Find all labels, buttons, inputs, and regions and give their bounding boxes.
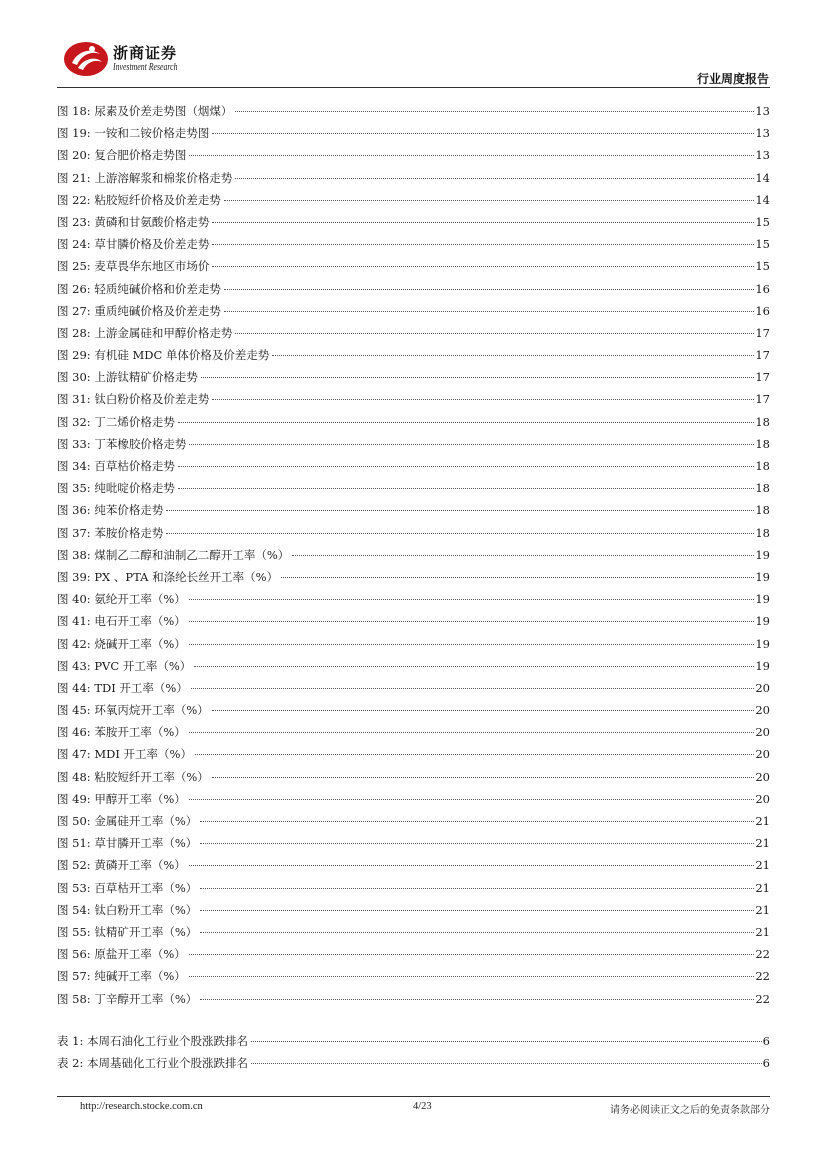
toc-entry-page: 13 bbox=[755, 126, 770, 141]
toc-entry-label: 图 24: 草甘膦价格及价差走势 bbox=[57, 237, 210, 252]
toc-table-entry[interactable] bbox=[57, 1052, 770, 1074]
toc-entry-label: 图 53: 百草枯开工率（%） bbox=[57, 880, 198, 895]
toc-entry-page: 20 bbox=[755, 747, 770, 762]
toc-entry-page: 14 bbox=[755, 192, 770, 207]
toc-entry-label: 图 19: 一铵和二铵价格走势图 bbox=[57, 126, 210, 141]
toc-dot-leader bbox=[212, 710, 755, 711]
toc-dot-leader bbox=[212, 222, 754, 223]
toc-entry-label: 图 38: 煤制乙二醇和油制乙二醇开工率（%） bbox=[57, 547, 290, 562]
brand-name-cn: 浙商证券 bbox=[113, 44, 178, 62]
toc-entry-page: 15 bbox=[755, 259, 770, 274]
toc-entry-label: 表 1: 本周石油化工行业个股涨跌排名 bbox=[57, 1033, 249, 1048]
toc-figure-entry[interactable] bbox=[57, 211, 770, 233]
toc-entry-page: 18 bbox=[755, 525, 770, 540]
toc-entry-label: 图 45: 环氧丙烷开工率（%） bbox=[57, 703, 209, 718]
header-divider bbox=[57, 87, 770, 88]
toc-figure-entry[interactable] bbox=[57, 633, 770, 655]
toc-entry-label: 图 37: 苯胺价格走势 bbox=[57, 525, 164, 540]
toc-entry-page: 18 bbox=[755, 436, 770, 451]
toc-entry-label: 图 22: 粘胶短纤价格及价差走势 bbox=[57, 192, 221, 207]
toc-entry-label: 图 49: 甲醇开工率（%） bbox=[57, 791, 186, 806]
toc-figure-entry[interactable] bbox=[57, 344, 770, 366]
toc-dot-leader bbox=[189, 444, 754, 445]
toc-dot-leader bbox=[189, 732, 755, 733]
toc-figure-entry[interactable] bbox=[57, 233, 770, 255]
toc-figure-entry[interactable] bbox=[57, 100, 770, 122]
toc-figure-entry[interactable] bbox=[57, 144, 770, 166]
toc-entry-label: 图 21: 上游溶解浆和棉浆价格走势 bbox=[57, 170, 233, 185]
toc-entry-label: 图 30: 上游钛精矿价格走势 bbox=[57, 370, 198, 385]
toc-entry-label: 图 48: 粘胶短纤开工率（%） bbox=[57, 769, 209, 784]
toc-entry-page: 19 bbox=[755, 592, 770, 607]
toc-entry-label: 表 2: 本周基础化工行业个股涨跌排名 bbox=[57, 1055, 249, 1070]
toc-figure-entry[interactable] bbox=[57, 877, 770, 899]
toc-dot-leader bbox=[201, 377, 755, 378]
toc-entry-label: 图 41: 电石开工率（%） bbox=[57, 614, 186, 629]
toc-dot-leader bbox=[200, 821, 754, 822]
toc-dot-leader bbox=[189, 644, 755, 645]
page-header bbox=[0, 0, 827, 90]
toc-entry-page: 20 bbox=[755, 769, 770, 784]
toc-dot-leader bbox=[178, 422, 755, 423]
toc-figure-entry[interactable] bbox=[57, 122, 770, 144]
toc-dot-leader bbox=[272, 355, 754, 356]
toc-figure-entry[interactable] bbox=[57, 388, 770, 410]
toc-dot-leader bbox=[292, 555, 754, 556]
toc-figure-entry[interactable] bbox=[57, 743, 770, 765]
toc-dot-leader bbox=[251, 1041, 762, 1042]
toc-entry-page: 20 bbox=[755, 725, 770, 740]
toc-figure-entry[interactable] bbox=[57, 433, 770, 455]
table-of-contents bbox=[57, 100, 770, 1074]
toc-entry-label: 图 29: 有机硅 MDC 单体价格及价差走势 bbox=[57, 348, 270, 363]
toc-entry-page: 19 bbox=[755, 569, 770, 584]
toc-entry-page: 22 bbox=[755, 947, 770, 962]
toc-entry-page: 15 bbox=[755, 237, 770, 252]
toc-entry-label: 图 57: 纯碱开工率（%） bbox=[57, 969, 186, 984]
toc-figure-entry[interactable] bbox=[57, 167, 770, 189]
toc-figure-entry[interactable] bbox=[57, 721, 770, 743]
toc-dot-leader bbox=[178, 466, 755, 467]
toc-dot-leader bbox=[189, 976, 755, 977]
toc-entry-page: 16 bbox=[755, 303, 770, 318]
toc-entry-page: 18 bbox=[755, 481, 770, 496]
footer-divider bbox=[57, 1096, 770, 1097]
toc-figure-entry[interactable] bbox=[57, 810, 770, 832]
toc-entry-label: 图 39: PX 、PTA 和涤纶长丝开工率（%） bbox=[57, 569, 279, 584]
toc-entry-label: 图 50: 金属硅开工率（%） bbox=[57, 814, 198, 828]
toc-entry-label: 图 36: 纯苯价格走势 bbox=[57, 503, 164, 518]
toc-dot-leader bbox=[194, 666, 754, 667]
toc-figure-entry[interactable] bbox=[57, 322, 770, 344]
toc-entry-page: 19 bbox=[755, 636, 770, 651]
toc-figure-entry[interactable] bbox=[57, 278, 770, 300]
toc-section-gap bbox=[57, 1010, 770, 1030]
toc-figure-entry[interactable] bbox=[57, 499, 770, 521]
toc-dot-leader bbox=[200, 999, 754, 1000]
toc-entry-page: 21 bbox=[755, 924, 770, 939]
toc-entry-page: 19 bbox=[755, 547, 770, 562]
toc-dot-leader bbox=[191, 688, 755, 689]
toc-entry-label: 图 23: 黄磷和甘氨酸价格走势 bbox=[57, 214, 210, 229]
toc-entry-page: 22 bbox=[755, 969, 770, 984]
toc-entry-page: 17 bbox=[755, 392, 770, 407]
zheshang-logo-icon bbox=[62, 38, 112, 78]
toc-dot-leader bbox=[212, 399, 754, 400]
footer-url-link[interactable]: http://research.stocke.com.cn bbox=[80, 1101, 203, 1112]
toc-entry-page: 15 bbox=[755, 214, 770, 229]
toc-dot-leader bbox=[224, 289, 755, 290]
toc-entry-page: 19 bbox=[755, 614, 770, 629]
toc-entry-label: 图 31: 钛白粉价格及价差走势 bbox=[57, 392, 210, 407]
brand-name-en: Investment Research bbox=[113, 62, 178, 73]
toc-figure-entry[interactable] bbox=[57, 699, 770, 721]
toc-entry-label: 图 26: 轻质纯碱价格和价差走势 bbox=[57, 281, 221, 296]
toc-figure-entry[interactable] bbox=[57, 766, 770, 788]
toc-figure-entry[interactable] bbox=[57, 300, 770, 322]
toc-figure-entry[interactable] bbox=[57, 544, 770, 566]
toc-entry-label: 图 32: 丁二烯价格走势 bbox=[57, 414, 175, 429]
toc-dot-leader bbox=[189, 865, 755, 866]
toc-dot-leader bbox=[212, 777, 755, 778]
toc-entry-page: 6 bbox=[762, 1055, 770, 1070]
toc-entry-page: 21 bbox=[755, 814, 770, 828]
toc-entry-label: 图 44: TDI 开工率（%） bbox=[57, 680, 188, 695]
toc-dot-leader bbox=[200, 843, 754, 844]
toc-dot-leader bbox=[166, 510, 754, 511]
toc-entry-label: 图 28: 上游金属硅和甲醇价格走势 bbox=[57, 325, 233, 340]
toc-entry-label: 图 47: MDI 开工率（%） bbox=[57, 747, 192, 762]
toc-entry-page: 19 bbox=[755, 658, 770, 673]
toc-entry-label: 图 20: 复合肥价格走势图 bbox=[57, 148, 187, 163]
toc-figure-entry[interactable] bbox=[57, 455, 770, 477]
toc-figure-entry[interactable] bbox=[57, 411, 770, 433]
toc-figure-entry[interactable] bbox=[57, 255, 770, 277]
toc-entry-label: 图 40: 氨纶开工率（%） bbox=[57, 592, 186, 607]
toc-entry-page: 17 bbox=[755, 370, 770, 385]
toc-dot-leader bbox=[200, 932, 754, 933]
toc-entry-page: 13 bbox=[755, 104, 770, 118]
toc-figure-entry[interactable] bbox=[57, 788, 770, 810]
toc-entry-label: 图 46: 苯胺开工率（%） bbox=[57, 725, 186, 740]
toc-dot-leader bbox=[166, 533, 754, 534]
footer-disclaimer-notice: 请务必阅读正文之后的免责条款部分 bbox=[610, 1105, 770, 1116]
toc-dot-leader bbox=[200, 888, 754, 889]
toc-entry-label: 图 43: PVC 开工率（%） bbox=[57, 658, 192, 673]
toc-entry-label: 图 56: 原盐开工率（%） bbox=[57, 947, 186, 962]
toc-entry-page: 17 bbox=[755, 325, 770, 340]
toc-entry-label: 图 25: 麦草畏华东地区市场价 bbox=[57, 259, 210, 274]
toc-entry-page: 6 bbox=[762, 1033, 770, 1048]
toc-dot-leader bbox=[212, 244, 754, 245]
toc-dot-leader bbox=[195, 754, 754, 755]
toc-figure-entry[interactable] bbox=[57, 899, 770, 921]
toc-dot-leader bbox=[224, 200, 755, 201]
toc-table-entry[interactable] bbox=[57, 1030, 770, 1052]
toc-entry-page: 20 bbox=[755, 703, 770, 718]
toc-figure-entry[interactable] bbox=[57, 477, 770, 499]
toc-entry-page: 22 bbox=[755, 991, 770, 1006]
toc-figure-entry[interactable] bbox=[57, 677, 770, 699]
toc-dot-leader bbox=[189, 599, 755, 600]
report-type-label: 行业周度报告 bbox=[696, 72, 769, 86]
footer-page-number: 4/23 bbox=[413, 1101, 432, 1112]
toc-dot-leader bbox=[189, 954, 755, 955]
toc-entry-label: 图 34: 百草枯价格走势 bbox=[57, 459, 175, 473]
toc-entry-page: 21 bbox=[755, 858, 770, 873]
toc-dot-leader bbox=[189, 799, 755, 800]
toc-figure-entry[interactable] bbox=[57, 566, 770, 588]
toc-entry-label: 图 55: 钛精矿开工率（%） bbox=[57, 924, 198, 939]
toc-entry-label: 图 58: 丁辛醇开工率（%） bbox=[57, 991, 198, 1006]
toc-dot-leader bbox=[178, 488, 755, 489]
toc-entry-label: 图 18: 尿素及价差走势图（烟煤） bbox=[57, 104, 233, 118]
toc-entry-page: 18 bbox=[755, 414, 770, 429]
toc-dot-leader bbox=[200, 910, 754, 911]
toc-figure-entry[interactable] bbox=[57, 189, 770, 211]
toc-entry-page: 20 bbox=[755, 680, 770, 695]
toc-entry-page: 17 bbox=[755, 348, 770, 363]
toc-figure-entry[interactable] bbox=[57, 965, 770, 987]
toc-entry-page: 13 bbox=[755, 148, 770, 163]
toc-dot-leader bbox=[189, 621, 755, 622]
toc-entry-page: 20 bbox=[755, 791, 770, 806]
toc-dot-leader bbox=[235, 111, 754, 112]
toc-dot-leader bbox=[281, 577, 754, 578]
toc-entry-label: 图 52: 黄磷开工率（%） bbox=[57, 858, 186, 873]
toc-entry-page: 16 bbox=[755, 281, 770, 296]
toc-figure-entry[interactable] bbox=[57, 943, 770, 965]
toc-figure-entry[interactable] bbox=[57, 522, 770, 544]
toc-figure-entry[interactable] bbox=[57, 655, 770, 677]
toc-figure-entry[interactable] bbox=[57, 832, 770, 854]
toc-dot-leader bbox=[235, 178, 754, 179]
toc-figure-entry[interactable] bbox=[57, 988, 770, 1010]
toc-entry-page: 18 bbox=[755, 459, 770, 473]
toc-dot-leader bbox=[235, 333, 754, 334]
toc-figure-entry[interactable] bbox=[57, 921, 770, 943]
toc-figure-entry[interactable] bbox=[57, 588, 770, 610]
toc-entry-label: 图 42: 烧碱开工率（%） bbox=[57, 636, 186, 651]
toc-dot-leader bbox=[212, 266, 754, 267]
toc-dot-leader bbox=[224, 311, 755, 312]
toc-entry-label: 图 54: 钛白粉开工率（%） bbox=[57, 902, 198, 917]
toc-dot-leader bbox=[251, 1063, 762, 1064]
toc-entry-label: 图 35: 纯吡啶价格走势 bbox=[57, 481, 175, 496]
toc-entry-label: 图 51: 草甘膦开工率（%） bbox=[57, 836, 198, 851]
toc-entry-page: 18 bbox=[755, 503, 770, 518]
toc-entry-label: 图 33: 丁苯橡胶价格走势 bbox=[57, 436, 187, 451]
toc-entry-page: 21 bbox=[755, 880, 770, 895]
toc-figure-entry[interactable] bbox=[57, 610, 770, 632]
toc-entry-page: 21 bbox=[755, 836, 770, 851]
toc-dot-leader bbox=[212, 133, 754, 134]
toc-figure-entry[interactable] bbox=[57, 366, 770, 388]
toc-entry-page: 14 bbox=[755, 170, 770, 185]
toc-entry-page: 21 bbox=[755, 902, 770, 917]
toc-dot-leader bbox=[189, 155, 754, 156]
toc-figure-entry[interactable] bbox=[57, 854, 770, 876]
toc-entry-label: 图 27: 重质纯碱价格及价差走势 bbox=[57, 303, 221, 318]
